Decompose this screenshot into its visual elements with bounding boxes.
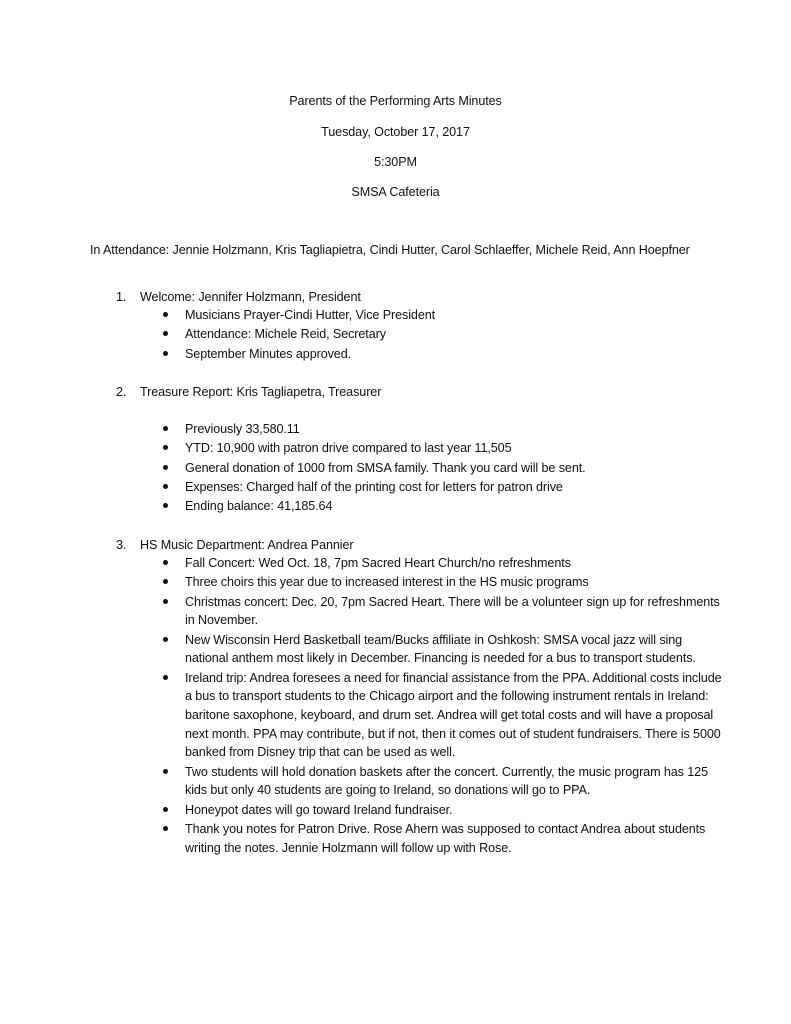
- list-item-text: Three choirs this year due to increased interest in the HS music programs: [185, 575, 589, 590]
- list-item-text: Previously 33,580.11: [185, 422, 300, 436]
- bullet-icon: [163, 579, 168, 584]
- list-item: [185, 345, 725, 364]
- list-item-text: Musicians Prayer-Cindi Hutter, Vice President: [185, 308, 436, 322]
- list-item-text: Ireland trip: Andrea foresees a need for financial assistance from the PPA. Additional costs include a bus to transport students to the Chicago airport and the following instrument rentals in Ireland: baritone saxophone, keyboard, and drum set. Andrea will get total costs and will have a proposal next month. PPA may contribute, but if not, then it comes out of student fundraisers. There is 5000 banked from Disney trip that can be used as well.: [185, 670, 722, 760]
- bullet-icon: [163, 826, 168, 831]
- list-item: [185, 497, 725, 516]
- bullet-icon: [163, 599, 168, 604]
- document-title: Parents of the Performing Arts Minutes: [289, 94, 502, 108]
- list-item: [185, 573, 725, 592]
- list-item: [185, 554, 725, 573]
- list-item: [185, 820, 725, 857]
- list-item-text: Expenses: Charged half of the printing cost for letters for patron drive: [185, 479, 563, 494]
- attendance-paragraph: In Attendance: Jennie Holzmann, Kris Tagliapietra, Cindi Hutter, Carol Schlaeffer, Michele Reid, Ann Hoepfner: [90, 243, 690, 257]
- bullet-icon: [163, 769, 168, 774]
- bullet-icon: [163, 351, 168, 356]
- list-item: [185, 801, 725, 820]
- list-item: [185, 325, 725, 344]
- list-item: [185, 763, 725, 800]
- list-item: [185, 631, 725, 668]
- list-item-text: Thank you notes for Patron Drive. Rose Ahern was supposed to contact Andrea about students writing the notes. Jennie Holzmann will follow up with Rose.: [185, 822, 706, 855]
- list-item: [185, 593, 725, 630]
- bullet-icon: [163, 807, 168, 812]
- bullet-icon: [163, 503, 168, 508]
- section-item-list: [185, 554, 725, 858]
- meeting-time: 5:30PM: [374, 155, 417, 169]
- meeting-location: SMSA Cafeteria: [351, 185, 440, 199]
- list-item-text: Attendance: Michele Reid, Secretary: [185, 327, 386, 342]
- bullet-icon: [163, 560, 168, 565]
- bullet-icon: [163, 484, 168, 489]
- list-item: [185, 459, 725, 478]
- list-item-text: Honeypot dates will go toward Ireland fundraiser.: [185, 802, 453, 817]
- list-item: [185, 306, 725, 325]
- bullet-icon: [163, 426, 168, 431]
- list-item-text: Ending balance: 41,185.64: [185, 499, 333, 514]
- meeting-date: Tuesday, October 17, 2017: [321, 125, 470, 139]
- list-item-text: Fall Concert: Wed Oct. 18, 7pm Sacred Heart Church/no refreshments: [185, 556, 571, 570]
- section-item-list: [185, 306, 725, 364]
- bullet-icon: [163, 331, 168, 336]
- section-number: 1.: [116, 290, 127, 304]
- bullet-icon: [163, 637, 168, 642]
- section-number: 3.: [116, 538, 127, 552]
- list-item-text: Christmas concert: Dec. 20, 7pm Sacred Heart. There will be a volunteer sign up for refreshments in November.: [185, 594, 720, 628]
- bullet-icon: [163, 445, 168, 450]
- list-item: [185, 439, 725, 458]
- list-item-text: Two students will hold donation baskets after the concert. Currently, the music program has 125 kids but only 40 students are going to Ireland, so donations will go to PPA.: [185, 764, 708, 798]
- section-title: Welcome: Jennifer Holzmann, President: [140, 290, 361, 304]
- section-title: HS Music Department: Andrea Pannier: [140, 538, 354, 552]
- list-item-text: New Wisconsin Herd Basketball team/Bucks affiliate in Oshkosh: SMSA vocal jazz will sing national anthem most likely in December. Financing is needed for a bus to transport students.: [185, 632, 696, 666]
- list-item: [185, 669, 725, 763]
- section-number: 2.: [116, 385, 127, 399]
- bullet-icon: [163, 465, 168, 470]
- bullet-icon: [163, 312, 168, 317]
- section-title: Treasure Report: Kris Tagliapetra, Treasurer: [140, 385, 382, 399]
- list-item-text: YTD: 10,900 with patron drive compared to last year 11,505: [185, 441, 512, 456]
- section-item-list: [185, 420, 725, 516]
- list-item: [185, 478, 725, 497]
- list-item-text: General donation of 1000 from SMSA family. Thank you card will be sent.: [185, 460, 586, 475]
- list-item-text: September Minutes approved.: [185, 346, 352, 361]
- list-item: [185, 420, 725, 439]
- bullet-icon: [163, 675, 168, 680]
